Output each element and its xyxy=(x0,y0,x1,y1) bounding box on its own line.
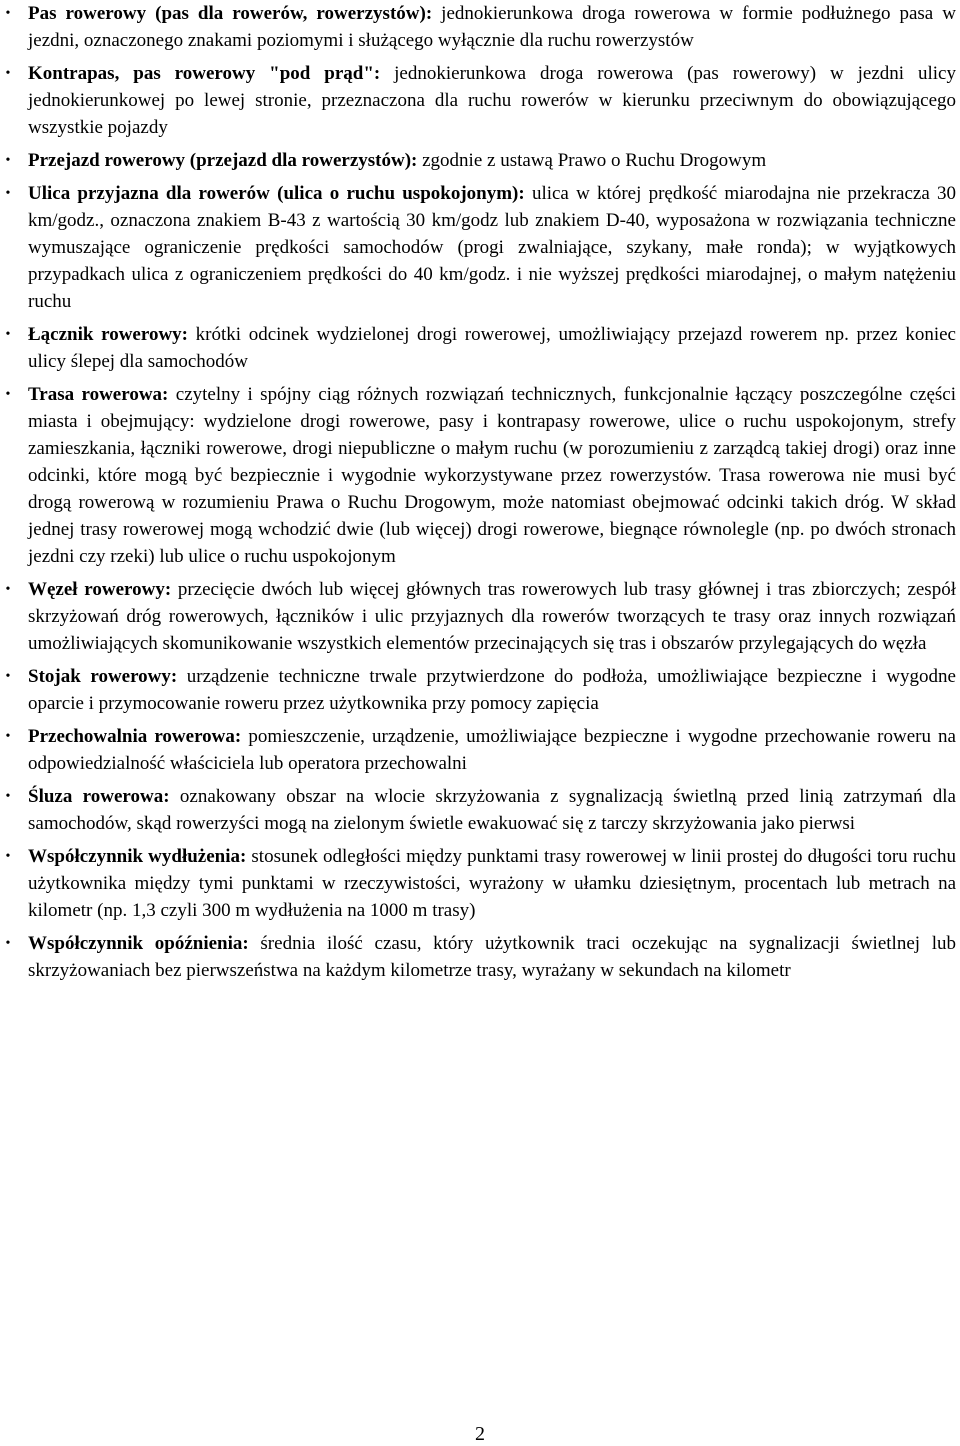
definition-item xyxy=(5,723,956,777)
definition-text: przecięcie dwóch lub więcej głównych tras rowerowych lub trasy głównej i tras zbiorczych; zespół skrzyżowań dróg rowerowych, łączników i ulic przyjaznych dla rowerów tworzących te trasy oraz innych rozwiązań umożliwiających skomunikowanie wszystkich elementów przecinających się tras i obszarów przylegających do węzła xyxy=(28,579,956,654)
definition-term: Ulica przyjazna dla rowerów (ulica o ruchu uspokojonym): xyxy=(28,183,525,204)
definition-item xyxy=(5,0,956,54)
definition-text: zgodnie z ustawą Prawo o Ruchu Drogowym xyxy=(417,150,767,171)
definition-item xyxy=(5,783,956,837)
bullet-icon: • xyxy=(5,669,11,684)
definition-item xyxy=(5,663,956,717)
definition-term: Stojak rowerowy: xyxy=(28,666,178,687)
bullet-icon: • xyxy=(5,6,11,21)
definition-text: pomieszczenie, urządzenie, umożliwiające bezpieczne i wygodne przechowanie roweru na odpowiedzialność właściciela lub operatora przechowalni xyxy=(28,726,956,774)
definition-term: Trasa rowerowa: xyxy=(28,384,169,405)
bullet-icon: • xyxy=(5,936,11,951)
definition-term: Przejazd rowerowy (przejazd dla rowerzystów): xyxy=(28,150,418,171)
definition-term: Łącznik rowerowy: xyxy=(28,324,188,345)
definition-term: Śluza rowerowa: xyxy=(28,786,170,807)
bullet-icon: • xyxy=(5,849,11,864)
bullet-icon: • xyxy=(5,387,11,402)
bullet-icon: • xyxy=(5,186,11,201)
bullet-icon: • xyxy=(5,789,11,804)
bullet-icon: • xyxy=(5,729,11,744)
definition-text: krótki odcinek wydzielonej drogi rowerowej, umożliwiający przejazd rowerem np. przez koniec ulicy ślepej dla samochodów xyxy=(28,324,956,372)
definition-item xyxy=(5,930,956,984)
definition-text: jednokierunkowa droga rowerowa w formie podłużnego pasa w jezdni, oznaczonego znakami poziomymi i służącego wyłącznie dla ruchu rowerzystów xyxy=(28,3,956,51)
definition-item xyxy=(5,576,956,657)
definition-text: urządzenie techniczne trwale przytwierdzone do podłoża, umożliwiające bezpieczne i wygodne oparcie i przymocowanie roweru przez użytkownika przy pomocy zapięcia xyxy=(28,666,956,714)
definition-term: Współczynnik opóźnienia: xyxy=(28,933,249,954)
definition-text: czytelny i spójny ciąg różnych rozwiązań technicznych, funkcjonalnie łączący poszczególne części miasta i obejmujący: wydzielone drogi rowerowe, pasy i kontrapasy rowerowe, ulice o ruchu uspokojonym, strefy zamieszkania, łączniki rowerowe, drogi niepubliczne o małym ruchu (w porozumieniu z zarządcą takiej drogi) oraz inne odcinki, które mogą być bezpiecznie i wygodnie wykorzystywane przez rowerzystów. Trasa rowerowa nie musi być drogą rowerową w rozumieniu Prawa o Ruchu Drogowym, może natomiast obejmować odcinki takich dróg. W skład jednej trasy rowerowej mogą wchodzić dwie (lub więcej) drogi rowerowe, biegnące równolegle (np. po dwóch stronach jezdni czy rzeki) lub ulice o ruchu uspokojonym xyxy=(28,384,956,567)
definition-list xyxy=(5,0,956,990)
bullet-icon: • xyxy=(5,66,11,81)
definition-item xyxy=(5,381,956,570)
definition-item xyxy=(5,180,956,315)
definition-item xyxy=(5,843,956,924)
definition-text: ulica w której prędkość miarodajna nie przekracza 30 km/godz., oznaczona znakiem B-43 z wartością 30 km/godz lub znakiem D-40, wyposażona w rozwiązania techniczne wymuszające ograniczenie prędkości samochodów (progi zwalniające, szykany, małe ronda); w wyjątkowych przypadkach ulica z ograniczeniem prędkości do 40 km/godz. i nie wyższej prędkości miarodajnej, o małym natężeniu ruchu xyxy=(28,183,956,312)
bullet-icon: • xyxy=(5,582,11,597)
definition-item xyxy=(5,321,956,375)
definition-term: Przechowalnia rowerowa: xyxy=(28,726,242,747)
definition-term: Węzeł rowerowy: xyxy=(28,579,172,600)
definition-term: Kontrapas, pas rowerowy "pod prąd": xyxy=(28,63,381,84)
definition-term: Pas rowerowy (pas dla rowerów, rowerzystów): xyxy=(28,3,433,24)
definition-item xyxy=(5,60,956,141)
bullet-icon: • xyxy=(5,327,11,342)
page-number: 2 xyxy=(475,1423,485,1445)
definition-text: oznakowany obszar na wlocie skrzyżowania z sygnalizacją świetlną przed linią zatrzymań dla samochodów, skąd rowerzyści mogą na zielonym świetle ewakuować się z tarczy skrzyżowania jako pierwsi xyxy=(28,786,956,834)
definition-term: Współczynnik wydłużenia: xyxy=(28,846,247,867)
bullet-icon: • xyxy=(5,153,11,168)
definition-text: jednokierunkowa droga rowerowa (pas rowerowy) w jezdni ulicy jednokierunkowej po lewej stronie, przeznaczona dla ruchu rowerów w kierunku przeciwnym do obowiązującego wszystkie pojazdy xyxy=(28,63,956,138)
definition-text: średnia ilość czasu, który użytkownik traci oczekując na sygnalizacji świetlnej lub skrzyżowaniach bez pierwszeństwa na każdym kilometrze trasy, wyrażany w sekundach na kilometr xyxy=(28,933,956,981)
definition-item xyxy=(5,147,956,174)
definition-text: stosunek odległości między punktami trasy rowerowej w linii prostej do długości toru ruchu użytkownika między tymi punktami w rzeczywistości, wyrażony w ułamku dziesiętnym, procentach lub metrach na kilometr (np. 1,3 czyli 300 m wydłużenia na 1000 m trasy) xyxy=(28,846,956,921)
